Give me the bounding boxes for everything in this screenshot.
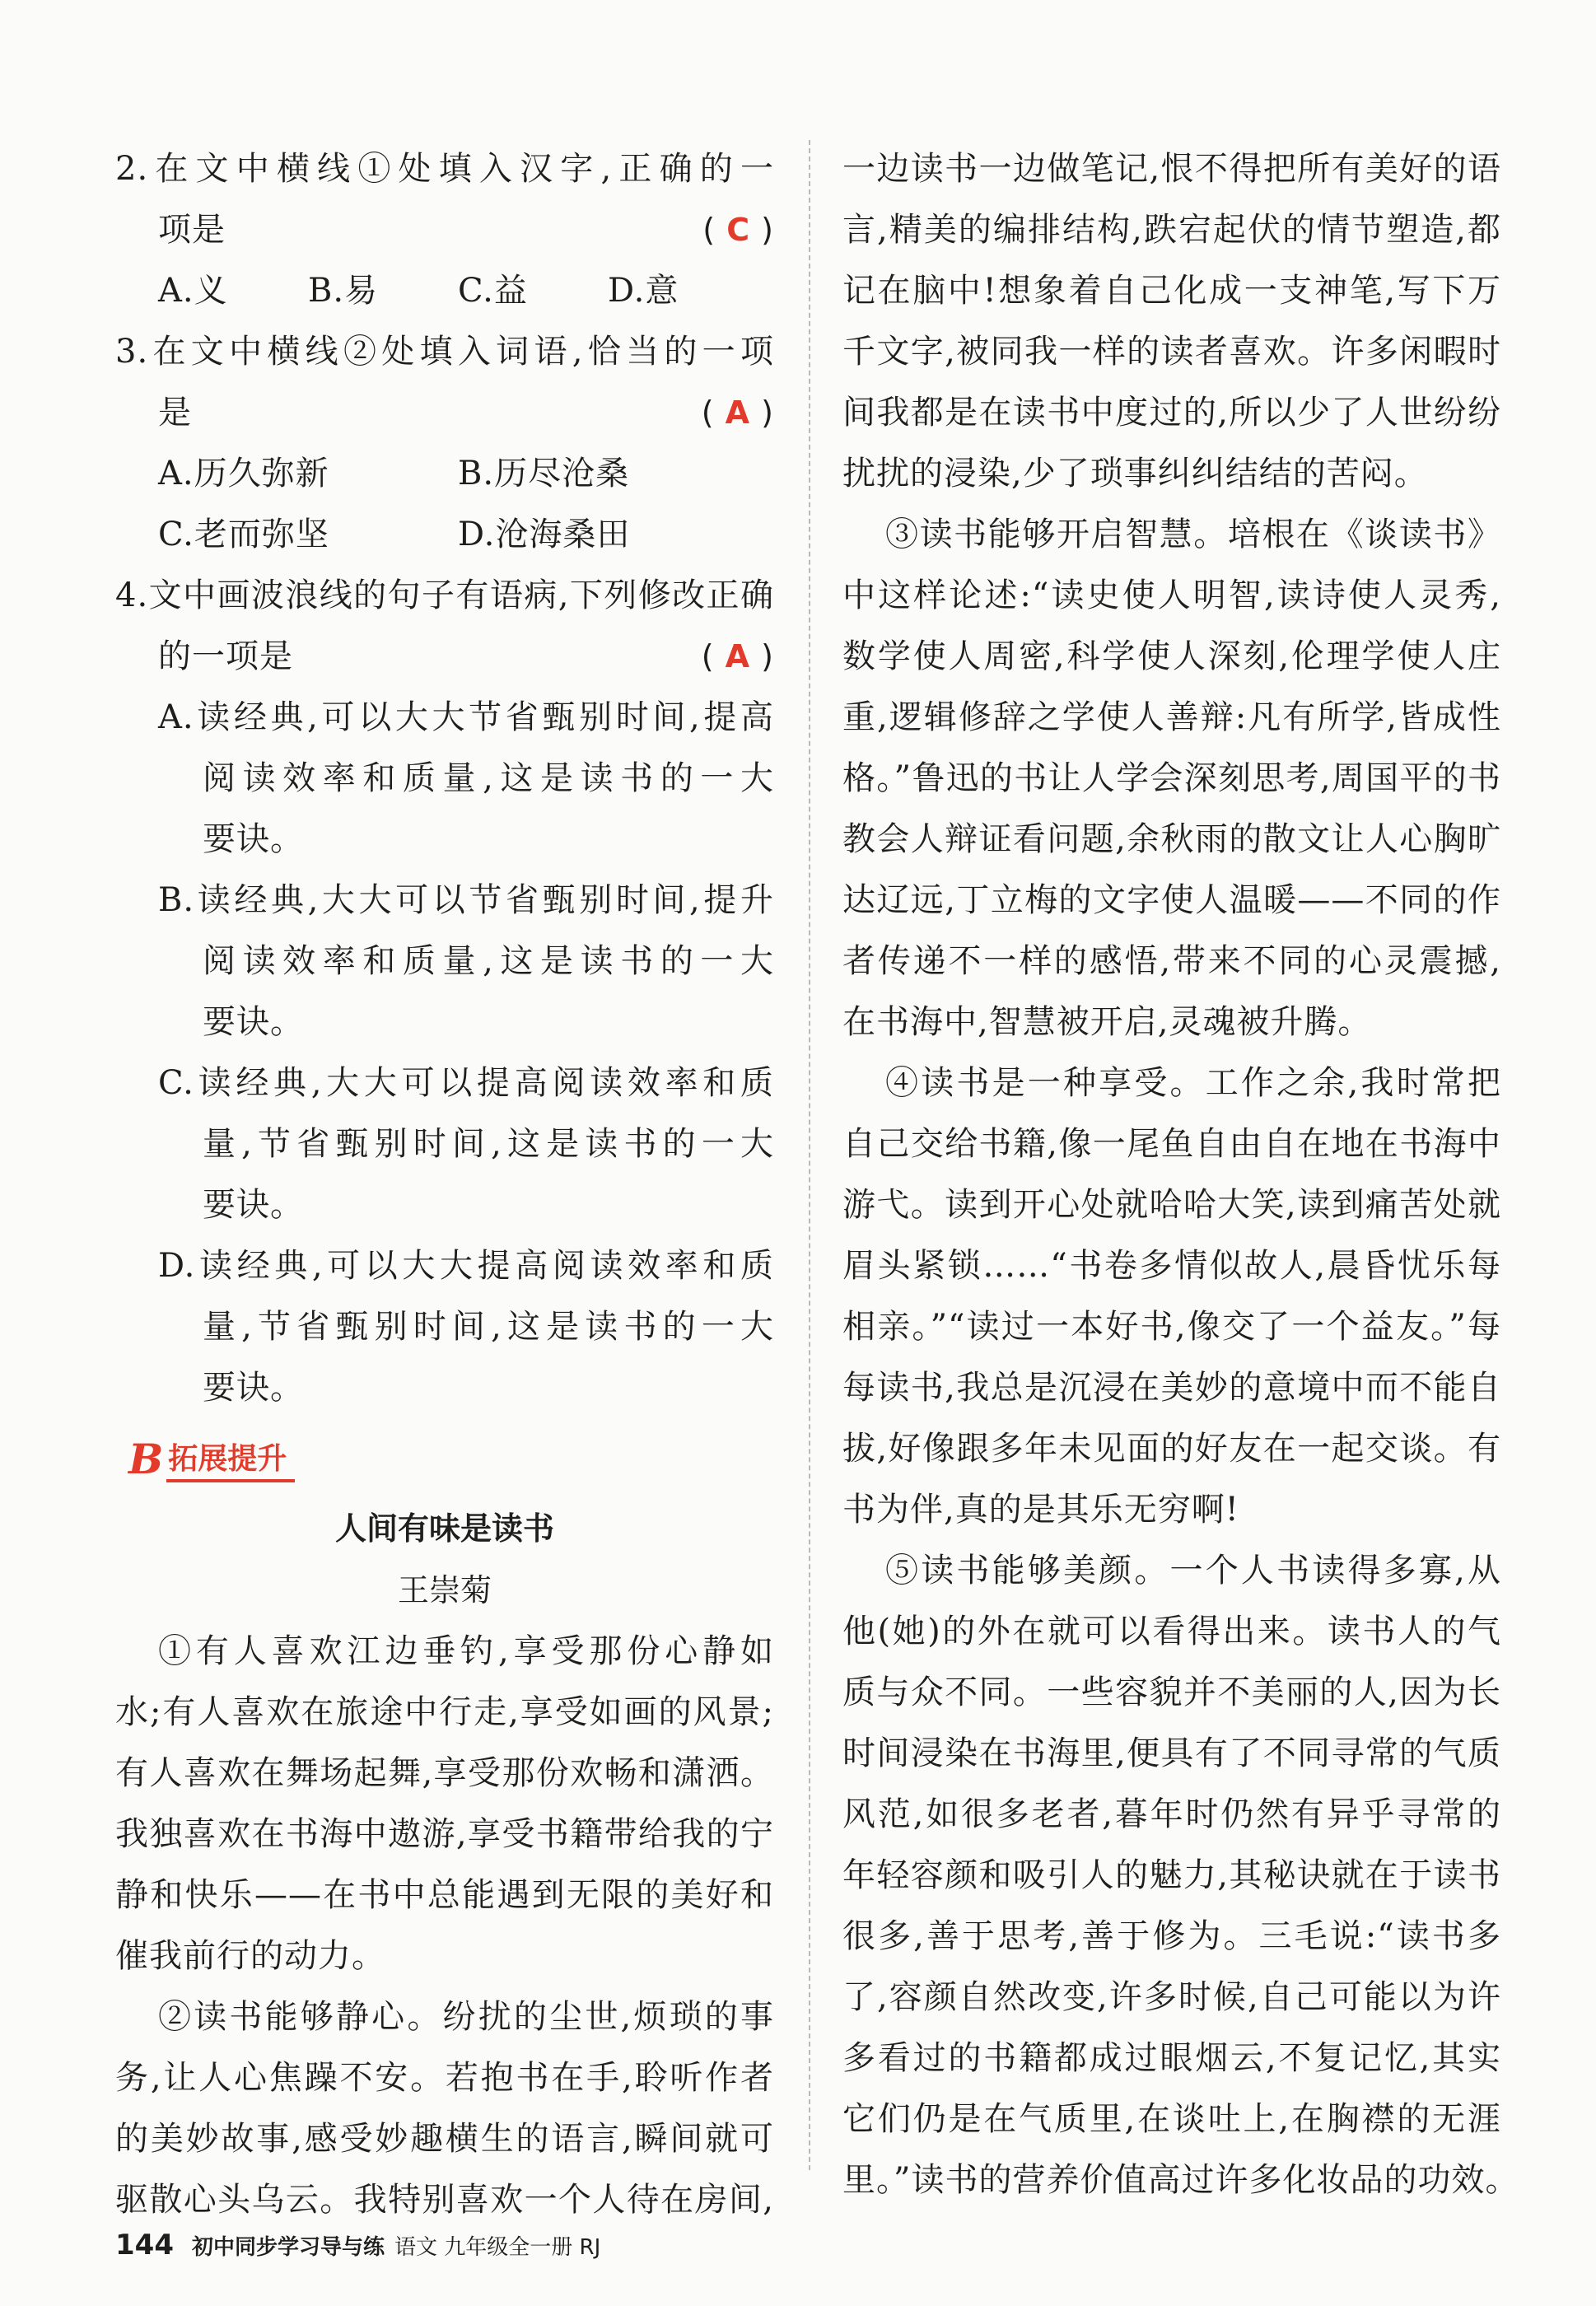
right-column — [842, 138, 1519, 2210]
section-label: 拓展提升 — [166, 1435, 295, 1482]
question-3-answer — [702, 382, 774, 443]
option-c: C.益 — [458, 272, 528, 310]
page-number: 144 — [115, 2229, 174, 2262]
section-letter-icon: B — [128, 1434, 164, 1483]
paragraph-line: 水;有人喜欢在旅途中行走,享受如画的风景; — [115, 1693, 774, 1731]
paragraph-line: 的美妙故事,感受妙趣横生的语言,瞬间就可 — [115, 2120, 774, 2158]
paragraph-line: 每读书,我总是沉浸在美妙的意境中而不能自 — [842, 1369, 1501, 1407]
column-divider — [809, 140, 810, 2170]
question-4-option-d-line2: 量,节省甄别时间,这是读书的一大 — [203, 1308, 774, 1346]
question-2-stem-line2-text: 项是 — [158, 211, 226, 249]
question-4-option-a-line2: 阅读效率和质量,这是读书的一大 — [203, 759, 774, 797]
section-heading — [128, 1423, 774, 1494]
paragraph-line: 相亲。”“读过一本好书,像交了一个益友。”每 — [842, 1308, 1501, 1346]
paragraph-5 — [842, 1540, 1519, 2210]
answer-open-paren: ( — [701, 394, 715, 431]
option-b: B.历尽沧桑 — [458, 455, 630, 492]
question-4-option-c-line1: C.读经典,大大可以提高阅读效率和质 — [158, 1064, 774, 1102]
paragraph-1 — [115, 1621, 774, 1986]
paragraph-line: 拔,好像跟多年未见面的好友在一起交谈。有 — [842, 1430, 1501, 1468]
question-3 — [115, 321, 774, 565]
question-2-stem-line2 — [115, 199, 774, 260]
page-footer — [115, 2229, 600, 2262]
answer-open-paren: ( — [702, 212, 716, 248]
question-2-stem-line1: 2.在文中横线①处填入汉字,正确的一 — [115, 150, 774, 188]
paragraph-2 — [115, 1986, 774, 2230]
paragraph-line: 千文字,被同我一样的读者喜欢。许多闲暇时 — [842, 333, 1501, 371]
paragraph-line: 重,逻辑修辞之学使人善辩:凡有所学,皆成性 — [842, 698, 1501, 736]
paragraph-line: 风范,如很多老者,暮年时仍然有异乎寻常的 — [842, 1795, 1501, 1833]
paragraph-line: 在书海中,智慧被开启,灵魂被升腾。 — [842, 1003, 1372, 1041]
option-c: C.老而弥坚 — [158, 516, 329, 553]
question-2 — [115, 138, 774, 321]
question-4-stem-line2-text: 的一项是 — [158, 637, 293, 675]
paragraph-line: 数学使人周密,科学使人深刻,伦理学使人庄 — [842, 637, 1501, 675]
paragraph-line: ①有人喜欢江边垂钓,享受那份心静如 — [158, 1632, 774, 1670]
paragraph-2-continued — [842, 138, 1501, 504]
question-4-option-d-line3: 要诀。 — [203, 1369, 304, 1407]
question-4-option-b-line3: 要诀。 — [203, 1003, 304, 1041]
paragraph-line: 有人喜欢在舞场起舞,享受那份欢畅和潇洒。 — [115, 1754, 774, 1792]
paragraph-line: 者传递不一样的感悟,带来不同的心灵震撼, — [842, 942, 1501, 980]
option-d: D.沧海桑田 — [458, 516, 631, 553]
paragraph-line: 年轻容颜和吸引人的魅力,其秘诀就在于读书 — [842, 1856, 1501, 1894]
paragraph-line: 很多,善于思考,善于修为。三毛说:“读书多 — [842, 1917, 1501, 1955]
paragraph-line: 了,容颜自然改变,许多时候,自己可能以为许 — [842, 1978, 1501, 2016]
question-2-options — [115, 260, 774, 321]
article-author: 王崇菊 — [397, 1572, 492, 1608]
paragraph-3 — [842, 504, 1501, 1053]
question-4-option-a-line3: 要诀。 — [203, 820, 304, 858]
paragraph-line: 质与众不同。一些容貌并不美丽的人,因为长 — [842, 1673, 1501, 1711]
question-3-answer-letter: A — [725, 394, 751, 431]
paragraph-line: 自己交给书籍,像一尾鱼自由自在地在书海中 — [842, 1125, 1501, 1163]
option-b: B.易 — [308, 272, 379, 310]
paragraph-line: 它们仍是在气质里,在谈吐上,在胸襟的无涯 — [842, 2100, 1501, 2138]
option-a: A.义 — [158, 272, 228, 310]
paragraph-line: ③读书能够开启智慧。培根在《谈读书》 — [885, 516, 1501, 553]
question-4-stem-line2 — [115, 626, 774, 687]
answer-close-paren: ) — [761, 212, 774, 248]
paragraph-line: ⑤读书能够美颜。一个人书读得多寡,从 — [885, 1552, 1501, 1589]
paragraph-line: 我独喜欢在书海中遨游,享受书籍带给我的宁 — [115, 1815, 774, 1853]
paragraph-line: 格。”鲁迅的书让人学会深刻思考,周国平的书 — [842, 759, 1501, 797]
article-title: 人间有味是读书 — [334, 1510, 554, 1547]
paragraph-line: 达辽远,丁立梅的文字使人温暖——不同的作 — [842, 881, 1501, 919]
question-4-answer — [702, 626, 774, 687]
question-2-answer-letter: C — [726, 212, 751, 248]
paragraph-line: 催我前行的动力。 — [115, 1937, 385, 1975]
paragraph-line: 驱散心头乌云。我特别喜欢一个人待在房间, — [115, 2181, 774, 2219]
question-4-option-c-line2: 量,节省甄别时间,这是读书的一大 — [203, 1125, 774, 1163]
option-a: A.历久弥新 — [158, 455, 329, 492]
question-2-answer — [702, 199, 774, 260]
answer-open-paren: ( — [701, 638, 715, 675]
paragraph-line: 教会人辩证看问题,余秋雨的散文让人心胸旷 — [842, 820, 1501, 858]
question-3-stem-line2-text: 是 — [158, 394, 192, 432]
book-title: 初中同步学习导与练 — [191, 2235, 385, 2260]
answer-close-paren: ) — [761, 394, 774, 431]
paragraph-line: 言,精美的编排结构,跌宕起伏的情节塑造,都 — [842, 211, 1501, 249]
book-meta: 语文 九年级全一册 RJ — [394, 2235, 601, 2260]
question-3-options-row1 — [115, 443, 774, 504]
paragraph-line: 扰扰的浸染,少了琐事纠纠结结的苦闷。 — [842, 455, 1428, 492]
paragraph-4 — [842, 1053, 1501, 1540]
paragraph-line: ④读书是一种享受。工作之余,我时常把 — [885, 1064, 1501, 1102]
question-3-stem-line2 — [115, 382, 774, 443]
option-d: D.意 — [608, 272, 679, 310]
paragraph-line: 中这样论述:“读史使人明智,读诗使人灵秀, — [842, 576, 1501, 614]
paragraph-line: 静和快乐——在书中总能遇到无限的美好和 — [115, 1876, 774, 1914]
paragraph-line: 间我都是在读书中度过的,所以少了人世纷纷 — [842, 394, 1501, 432]
question-4-option-b-line1: B.读经典,大大可以节省甄别时间,提升 — [158, 881, 774, 919]
paragraph-line: 眉头紧锁……“书卷多情似故人,晨昏忧乐每 — [842, 1247, 1501, 1285]
paragraph-line: 一边读书一边做笔记,恨不得把所有美好的语 — [842, 150, 1501, 188]
answer-close-paren: ) — [761, 638, 774, 675]
paragraph-line: ②读书能够静心。纷扰的尘世,烦琐的事 — [158, 1998, 774, 2036]
question-4-option-c-line3: 要诀。 — [203, 1186, 304, 1224]
question-3-stem-line1: 3.在文中横线②处填入词语,恰当的一项 — [115, 333, 774, 371]
question-4-option-d-line1: D.读经典,可以大大提高阅读效率和质 — [158, 1247, 774, 1285]
paragraph-line: 里。”读书的营养价值高过许多化妆品的功效。 — [842, 2161, 1519, 2199]
paragraph-line: 务,让人心焦躁不安。若抱书在手,聆听作者 — [115, 2059, 774, 2097]
paragraph-line: 时间浸染在书海里,便具有了不同寻常的气质 — [842, 1734, 1501, 1772]
question-4-option-a-line1: A.读经典,可以大大节省甄别时间,提高 — [158, 698, 774, 736]
question-4-answer-letter: A — [725, 638, 751, 675]
paragraph-line: 他(她)的外在就可以看得出来。读书人的气 — [842, 1613, 1501, 1650]
question-4-option-b-line2: 阅读效率和质量,这是读书的一大 — [203, 942, 774, 980]
paragraph-line: 游弋。读到开心处就哈哈大笑,读到痛苦处就 — [842, 1186, 1501, 1224]
question-4 — [115, 565, 774, 1418]
paragraph-line: 书为伴,真的是其乐无穷啊! — [842, 1491, 1239, 1529]
question-3-options-row2 — [115, 504, 774, 565]
paragraph-line: 多看过的书籍都成过眼烟云,不复记忆,其实 — [842, 2039, 1501, 2077]
paragraph-line: 记在脑中!想象着自己化成一支神笔,写下万 — [842, 272, 1501, 310]
question-4-stem-line1: 4.文中画波浪线的句子有语病,下列修改正确 — [115, 576, 774, 614]
left-column — [115, 138, 774, 2230]
